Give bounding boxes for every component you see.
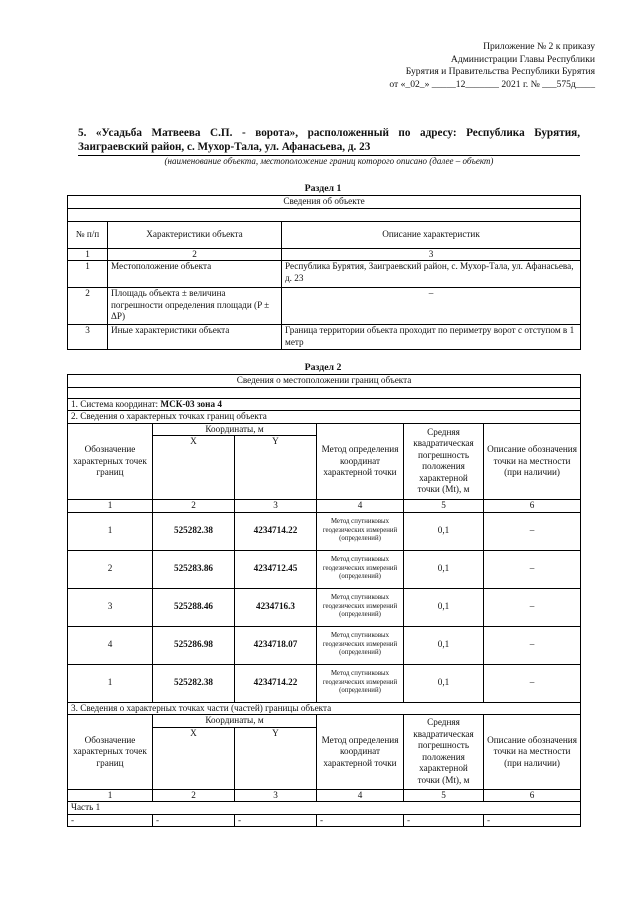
coord-system-value: МСК-03 зона 4 <box>160 398 222 409</box>
point-error: 0,1 <box>404 512 484 550</box>
part-cell: - <box>68 814 153 827</box>
point-y: 4234712.45 <box>235 550 317 588</box>
index-cell: 1 <box>68 500 153 513</box>
point-error: 0,1 <box>404 664 484 702</box>
point-number: 4 <box>68 626 153 664</box>
part-cell: - <box>484 814 581 827</box>
header-line-4: от «_02_» _____12_______ 2021 г. № ___575д____ <box>389 78 595 90</box>
table-row <box>68 261 581 288</box>
index-cell: 3 <box>282 248 581 261</box>
point-method: Метод спутниковых геодезических измерений (определений) <box>317 550 404 588</box>
point-y: 4234718.07 <box>235 626 317 664</box>
part-cell: - <box>235 814 317 827</box>
point-error: 0,1 <box>404 626 484 664</box>
object-title: 5. «Усадьба Матвеева С.П. - ворота», расположенный по адресу: Республика Бурятия, Заиграевский район, с. Мухор-Тала, ул. Афанасьева, д. 23 <box>78 127 580 153</box>
characteristic-name: Местоположение объекта <box>108 261 282 288</box>
table-row <box>68 664 581 702</box>
col-method-header: Метод определения координат характерной точки <box>317 423 404 500</box>
table-row <box>68 814 581 827</box>
part-cell: - <box>404 814 484 827</box>
row-number: 1 <box>68 261 108 288</box>
table-row <box>68 550 581 588</box>
col-number-header: № п/п <box>68 221 108 248</box>
point-number: 2 <box>68 550 153 588</box>
index-cell: 3 <box>235 500 317 513</box>
characteristic-name: Иные характеристики объекта <box>108 325 282 350</box>
section2-table <box>67 374 581 827</box>
point-number: 3 <box>68 588 153 626</box>
part2-label: 2. Сведения о характерных точках границ объекта <box>68 411 581 424</box>
index-cell: 5 <box>404 789 484 802</box>
row-number: 3 <box>68 325 108 350</box>
point-error: 0,1 <box>404 588 484 626</box>
point-y: 4234714.22 <box>235 664 317 702</box>
col-desc-header: Описание обозначения точки на местности (при наличии) <box>484 423 581 500</box>
point-description: – <box>484 626 581 664</box>
table-row <box>68 588 581 626</box>
section1-heading: Раздел 1 <box>304 183 342 194</box>
point-x: 525283.86 <box>153 550 235 588</box>
index-cell: 1 <box>68 248 108 261</box>
header-line-2: Администрации Главы Республики <box>450 53 595 65</box>
index-cell: 2 <box>153 789 235 802</box>
point-description: – <box>484 588 581 626</box>
section2-heading: Раздел 2 <box>304 362 342 373</box>
point-method: Метод спутниковых геодезических измерений (определений) <box>317 626 404 664</box>
header-line-3: Бурятия и Правительства Республики Бурятия <box>405 66 595 77</box>
header-line-1: Приложение № 2 к приказу <box>483 41 595 52</box>
coord-system-row <box>68 398 581 411</box>
table-row <box>68 512 581 550</box>
col-coords-header: Координаты, м <box>153 715 317 728</box>
part3-label: 3. Сведения о характерных точках части (частей) границы объекта <box>68 702 581 715</box>
point-method: Метод спутниковых геодезических измерений (определений) <box>317 512 404 550</box>
characteristic-name: Площадь объекта ± величина погрешности определения площади (P ± ΔP) <box>108 288 282 325</box>
characteristic-value: – <box>282 288 581 325</box>
characteristic-value: Граница территории объекта проходит по периметру ворот с отступом в 1 метр <box>282 325 581 350</box>
blank-row <box>68 387 581 398</box>
col-desc-header: Описание обозначения точки на местности (при наличии) <box>484 715 581 790</box>
col-coords-header: Координаты, м <box>153 423 317 436</box>
index-cell: 6 <box>484 500 581 513</box>
index-cell: 1 <box>68 789 153 802</box>
col-x-header: X <box>153 436 235 500</box>
index-cell: 2 <box>153 500 235 513</box>
point-number: 1 <box>68 512 153 550</box>
col-error-header: Средняя квадратическая погрешность положения характерной точки (Mt), м <box>404 423 484 500</box>
col-description-header: Описание характеристик <box>282 221 581 248</box>
col-y-header: Y <box>235 436 317 500</box>
col-point-header: Обозначение характерных точек границ <box>68 715 153 790</box>
index-cell: 3 <box>235 789 317 802</box>
table-row <box>68 325 581 350</box>
coord-system-label: 1. Система координат: <box>71 398 161 409</box>
section1-subheading: Сведения об объекте <box>68 196 581 209</box>
point-description: – <box>484 550 581 588</box>
col-point-header: Обозначение характерных точек границ <box>68 423 153 500</box>
characteristic-value: Республика Бурятия, Заиграевский район, с. Мухор-Тала, ул. Афанасьева, д. 23 <box>282 261 581 288</box>
title-note: (наименование объекта, местоположение границ которого описано (далее – объект) <box>164 156 494 166</box>
part-cell: - <box>317 814 404 827</box>
col-x-header: X <box>153 727 235 789</box>
point-method: Метод спутниковых геодезических измерений (определений) <box>317 588 404 626</box>
index-cell: 4 <box>317 500 404 513</box>
index-cell: 4 <box>317 789 404 802</box>
part-label: Часть 1 <box>68 802 581 815</box>
point-y: 4234716.3 <box>235 588 317 626</box>
row-number: 2 <box>68 288 108 325</box>
point-x: 525286.98 <box>153 626 235 664</box>
point-description: – <box>484 664 581 702</box>
table-row <box>68 288 581 325</box>
point-number: 1 <box>68 664 153 702</box>
point-x: 525282.38 <box>153 512 235 550</box>
col-error-header: Средняя квадратическая погрешность положения характерной точки (Mt), м <box>404 715 484 790</box>
point-x: 525282.38 <box>153 664 235 702</box>
blank-row <box>68 208 581 221</box>
point-y: 4234714.22 <box>235 512 317 550</box>
point-error: 0,1 <box>404 550 484 588</box>
index-cell: 5 <box>404 500 484 513</box>
part-cell: - <box>153 814 235 827</box>
point-description: – <box>484 512 581 550</box>
point-x: 525288.46 <box>153 588 235 626</box>
point-method: Метод спутниковых геодезических измерений (определений) <box>317 664 404 702</box>
index-cell: 2 <box>108 248 282 261</box>
table-row <box>68 626 581 664</box>
section1-table <box>67 195 581 350</box>
index-cell: 6 <box>484 789 581 802</box>
section2-subheading: Сведения о местоположении границ объекта <box>68 375 581 388</box>
col-method-header: Метод определения координат характерной точки <box>317 715 404 790</box>
col-y-header: Y <box>235 727 317 789</box>
document-header <box>389 41 595 91</box>
col-characteristic-header: Характеристики объекта <box>108 221 282 248</box>
